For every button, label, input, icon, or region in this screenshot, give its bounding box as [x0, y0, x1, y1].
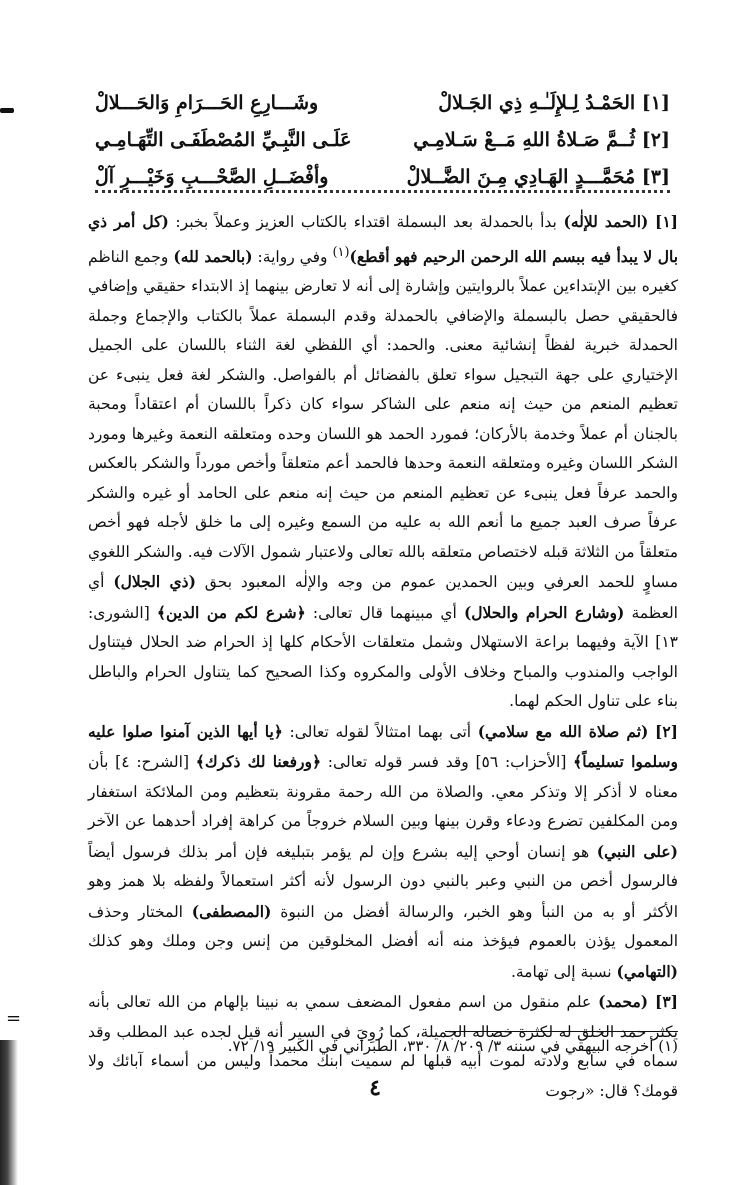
- verse-first-hemistich: [١] الحَمْـدُ لِـلإِلَـٰـهِ ذِي الجَـلالْ: [438, 91, 670, 114]
- margin-dash: [0, 108, 14, 113]
- footnote: (١) أخرجه البيهقي في سننه ٣/ ٢٠٩/ ٨/ ٣٣٠، الطبراني في الكبير ١٩/ ٧٢.: [227, 1037, 678, 1055]
- scan-edge-shadow: [0, 1040, 18, 1185]
- footnote-ref: (١): [332, 244, 350, 260]
- page-number: ٤: [369, 1075, 381, 1101]
- verse-first-hemistich: [٣] مُحَمَّـــدٍ الهَـادِي مِـنَ الضَّــلالْ: [406, 165, 670, 188]
- commentary-paragraph-2: [٢] (ثم صلاة الله مع سلامي) أتى بهما امتثالاً لقوله تعالى: ﴿يا أيها الذين آمنوا صلوا عليه وسلموا تسليماً﴾ [الأحزاب: ٥٦] وقد فسر قوله تعالى: ﴿ورفعنا لك ذكرك﴾ [الشرح: ٤] بأن معناه لا أذكر إلا وتذكر معي. والصلاة من الله رحمة مقرونة بتعظيم ومن الملائكة استغفار ومن المكلفين تضرع ودعاء وقرن بينها وبين السلام خروجاً من كراهة إفراد أحدهما عن الآخر (على النبي) هو إنسان أوحي إليه بشرع وإن لم يؤمر بتبليغه فإن أمر بذلك فرسول أيضاً فالرسول أخص من النبي وعبر بالنبي دون الرسول لأنه أكثر استعمالاً ولفظه بلا همز وهو الأكثر أو به من النبأ وهو الخبر، والرسالة أفضل من النبوة (المصطفى) المختار وحذف المعمول يؤذن بالعموم فيؤخذ منه أنه أفضل المخلوقين من إنس وجن وملك وهو كذلك (التهامي) نسبة إلى تهامة.: [88, 721, 679, 981]
- dotted-separator: [95, 190, 670, 193]
- verse-row: [95, 121, 670, 158]
- verse-row: [95, 84, 670, 121]
- commentary-paragraph-1: [١] (الحمد للإلٰه) بدأ بالحمدلة بعد البسملة اقتداء بالكتاب العزيز وعملاً بخبر: (كل أمر ذي بال لا يبدأ فيه ببسم الله الرحمن الرحيم فهو أقطع)$^{(١)}$ وفي رواية: (بالحمد لله) وجمع الناظم كغيره بين الإبتداءين عملاً بالروايتين وإشارة إلى أنه لا تعارض بينهما إذ الابتداء حقيقي وإضافي فالحقيقي حصل بالبسملة والإضافي بالحمدلة وقدم البسملة عملاً بالكتاب والإجماع وجملة الحمدلة خبرية لفظاً إنشائية معنى. والحمد: أي اللفظي لغة الثناء باللسان على الجميل الإختياري على جهة التبجيل سواء تعلق بالفضائل أم بالفواصل. والشكر لغة فعل ينبىء عن تعظيم المنعم من حيث إنه منعم على الشاكر سواء كان ذكراً باللسان أم اعتقاداً ومحبة بالجنان أم عملاً وخدمة بالأركان؛ فمورد الحمد هو اللسان وحده ومتعلقه النعمة وغيرها ومورد الشكر اللسان وغيره ومتعلقه النعمة وحدها فالحمد أعم متعلقاً وأخص مورداً والشكر بالعكس والحمد عرفاً فعل ينبىء عن تعظيم المنعم من حيث إنه منعم على الحامد أو غيره والشكر عرفاً صرف العبد جميع ما أنعم الله به عليه من السمع وغيره إلى ما خلق لأجله فهو أخص متعلقاً من الثلاثة قبله لاختصاص متعلقه بالله تعالى ولاعتبار شمول الآلات فيه. والشكر اللغوي مساوٍ للحمد العرفي وبين الحمدين عموم من وجه والإلٰه المعبود بحق (ذي الجلال) أي العظمة (وشارع الحرام والحلال) أي مبينهما قال تعالى: ﴿شرع لكم من الدين﴾ [الشورى: ١٣] الآية وفيهما براعة الاستهلال وشمل متعلقات الأحكام كلها إذ الحرام ضد الحلال فيتناول الواجب والمندوب والمباح وخلاف الأولى والمكروه وكذا الصحيح كما يتناول الحرام والباطل بناء على تناول الحكم لهما.: [88, 212, 679, 711]
- verse-second-hemistich: عَلَـى النَّبِـيِّ المُصْطَفَـى التِّهَـامِـي: [95, 128, 352, 151]
- commentary-body: [88, 207, 678, 1106]
- verse-second-hemistich: وأفْضَــلِ الصَّحْـــبِ وَخَيْـــرِ آلْ: [95, 165, 329, 188]
- margin-continuation-mark: =: [6, 1008, 22, 1029]
- verse-first-hemistich: [٢] ثُــمَّ صَـلاةُ اللهِ مَــعْ سَـلامِـي: [413, 128, 670, 151]
- verses-block: [95, 84, 670, 195]
- footnote-rule: [445, 1031, 678, 1032]
- verse-second-hemistich: وشَـــارِعِ الحَـــرَامِ وَالحَـــلالْ: [95, 91, 319, 114]
- commentary-paragraph-3: [٣] (محمد) علم منقول من اسم مفعول المضعف سمي به نبينا بإلهام من الله تعالى بأنه يكثر حمد الخلق له لكثرة خصاله الجميلة، كما رُوِيَ في السير أنه قيل لجده عبد المطلب وقد سماه في سابع ولادته لموت أبيه قبلها لم سميت ابنك محمداً وليس من أسماء آبائك ولا قومك؟ قال: «رجوت: [88, 992, 678, 1100]
